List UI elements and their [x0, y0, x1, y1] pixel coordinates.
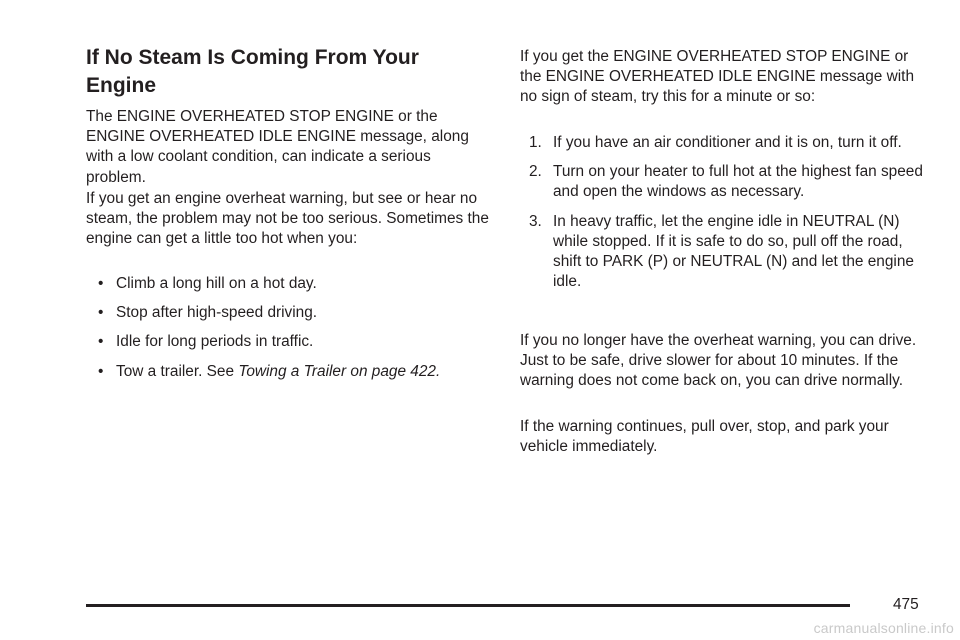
bullet-icon: •	[98, 275, 104, 292]
page-number: 475	[893, 596, 919, 613]
steps-list	[520, 133, 930, 301]
step-number: 2.	[529, 163, 542, 181]
bullet-icon: •	[98, 362, 104, 380]
list-item: 1. If you have an air conditioner and it is on, turn it off.	[520, 133, 930, 153]
list-item: • Tow a trailer. See Towing a Trailer on page 422.	[86, 362, 486, 382]
list-item: • Stop after high-speed driving.	[86, 303, 486, 323]
conditions-list	[86, 274, 486, 391]
bullet-icon: •	[98, 333, 104, 351]
intro-paragraph: The ENGINE OVERHEATED STOP ENGINE or the ENGINE OVERHEATED IDLE ENGINE message, along with a low coolant condition, can indicate a serious problem.	[86, 108, 469, 186]
list-item: 2. Turn on your heater to full hot at the highest fan speed and open the windows as necessary.	[529, 163, 923, 201]
drive-paragraph: If you no longer have the overheat warning, you can drive. Just to be safe, drive slower for about 10 minutes. If the warning does not come back on, you can drive normally.	[520, 332, 917, 390]
step-number: 1.	[529, 134, 542, 151]
step-number: 3.	[529, 212, 542, 230]
bullet-icon: •	[98, 304, 104, 322]
no-steam-paragraph: If you get the ENGINE OVERHEATED STOP ENGINE or the ENGINE OVERHEATED IDLE ENGINE message with no sign of steam, try this for a minute or so:	[520, 48, 915, 106]
watermark: carmanualsonline.info	[813, 620, 954, 636]
section-heading: If No Steam Is Coming From Your Engine	[86, 46, 419, 97]
list-item: • Idle for long periods in traffic.	[86, 332, 486, 352]
list-item: • Climb a long hill on a hot day.	[86, 274, 486, 294]
warning-continues-paragraph: If the warning continues, pull over, stop, and park your vehicle immediately.	[520, 418, 889, 456]
list-item: 3. In heavy traffic, let the engine idle in NEUTRAL (N) while stopped. If it is safe to do so, pull off the road, shift to PARK (P) or NEUTRAL (N) and let the engine idle.	[529, 212, 914, 291]
overheat-paragraph: If you get an engine overheat warning, but see or hear no steam, the problem may not be too serious. Sometimes the engine can get a little too hot when you:	[86, 190, 489, 248]
footer-rule	[86, 604, 850, 607]
towing-reference-link[interactable]: Towing a Trailer on page 422.	[238, 362, 441, 380]
